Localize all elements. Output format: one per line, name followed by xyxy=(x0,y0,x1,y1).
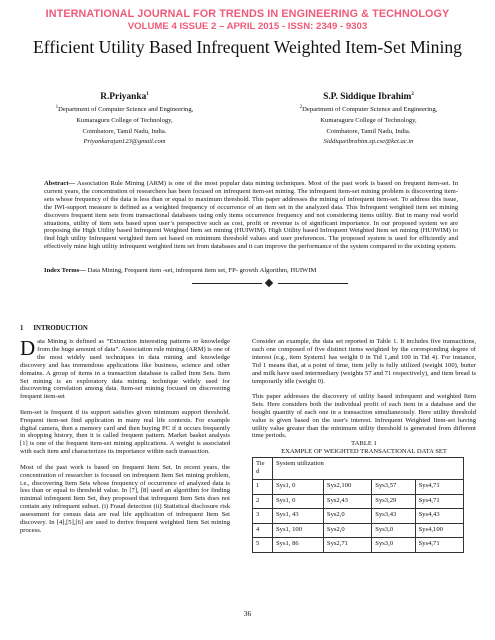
intro-paragraph-2: Item-set is frequent if its support satisfies given minimum support threshold. Frequent item-set find application in many real life contexts. For example digital camera, then a memory card and then buying PC if it occurs frequently in shopping history, then it is called frequent pattern. Market basket analysis [1] is one of the frequent item-set mining applications. A weight is associated with each item and characterizes its importance within each transaction. xyxy=(20,408,230,456)
author-location: Coimbatore, Tamil Nadu, India. xyxy=(326,127,411,135)
author-email: Priyankarajan123@gmail.com xyxy=(83,138,166,146)
table-row xyxy=(253,523,464,538)
author-college: Kumaraguru College of Technology, xyxy=(76,116,173,124)
author-department: $^1$Department of Computer Science and Engineering, xyxy=(55,105,194,114)
intro-paragraph-3: Most of the past work is based on frequent Item Set. In recent years, the concentration of researcher is focused on infrequent Item Set mining problem, i.e., discovering Item Sets whose frequency of occurrence of analyzed data is less than or equal to threshold value. In [7], [8] used an algorithm for finding minimal infrequent Item Set, they proposed that infrequent Item Sets does not contain any infrequent subset. (i) Fraud detection (ii) Statistical disclosure risk assessment for census data are real life application of infrequent Item Set discovery. In [4],[5],[6] are used to derive frequent weighted Item Set mining process. xyxy=(20,463,230,534)
section-number: 1 xyxy=(20,325,24,332)
author-block-1 xyxy=(22,89,227,148)
table-cell: Sys2,71 xyxy=(323,538,371,553)
table-cell: Sys2,0 xyxy=(323,523,371,538)
table-cell: Sys4,71 xyxy=(415,480,463,495)
separator-line-right xyxy=(278,283,348,284)
journal-volume-issn: VOLUME 4 ISSUE 2 – APRIL 2015 - ISSN: 2349 - 9303 xyxy=(127,21,368,32)
author-block-2 xyxy=(266,89,471,148)
table-cell: Sys1, 0 xyxy=(273,494,324,509)
separator-line-left xyxy=(192,283,262,284)
table-cell-tid: 5 xyxy=(253,538,273,553)
table-cell: Sys2,43 xyxy=(323,494,371,509)
page-number: 36 xyxy=(243,609,252,618)
abstract-label: Abstract— xyxy=(44,180,76,187)
table-cell: Sys3,0 xyxy=(372,538,415,553)
table-row xyxy=(253,480,464,495)
table-cell: Sys3,57 xyxy=(372,480,415,495)
section-separator xyxy=(192,279,352,289)
table-cell: Sys4,43 xyxy=(415,509,463,524)
table-cell-tid: 3 xyxy=(253,509,273,524)
journal-header xyxy=(0,8,495,33)
section-title: INTRODUCTION xyxy=(33,325,88,332)
table-cell-tid: 1 xyxy=(253,480,273,495)
table-cell: Sys4,71 xyxy=(415,494,463,509)
table-cell: Sys3,0 xyxy=(372,523,415,538)
index-terms-label: Index Terms— xyxy=(44,267,86,274)
table-cell: Sys1, 43 xyxy=(273,509,324,524)
table-body xyxy=(253,480,464,553)
table-header-row xyxy=(253,458,464,480)
table-row xyxy=(253,494,464,509)
journal-name: INTERNATIONAL JOURNAL FOR TRENDS IN ENGINEERING & TECHNOLOGY xyxy=(45,8,450,20)
right-paragraph-2: This paper addresses the discovery of utility based infrequent and weighted Item Sets. Here considers both the individual profit of each item in a database and the bought quantity of each one in a transaction simultaneously. Here utility threshold value is given based on the user's interest. Infrequent Weighted Item-set having utility value greater than the minimum utility threshold is generated from different time periods. xyxy=(252,392,476,440)
index-terms-text: Data Mining, Frequent item -set, infrequent item set, FP- growth Algorithm, HUIWIM xyxy=(85,267,317,274)
table-cell: Sys3,29 xyxy=(372,494,415,509)
table-caption: EXAMPLE OF WEIGHTED TRANSACTIONAL DATA SET xyxy=(281,448,447,456)
index-terms xyxy=(44,267,458,275)
author-location: Coimbatore, Tamil Nadu, India. xyxy=(82,127,167,135)
dropcap: D xyxy=(20,336,36,360)
table-header-tid: Tie d xyxy=(253,458,273,480)
table-cell: Sys2,0 xyxy=(323,509,371,524)
intro-paragraph-1: Data Mining is defined as “Extraction interesting patterns or knowledge from the huge amount of data”. Association rule mining (ARM) is one of the most widely used techniques in data mining and knowledge discovery and has tremendous applications like business, science and other domains. A group of items in a transaction database is called Item Sets. Item Set mining is an exploratory data mining. technique widely used for discovering correlation among data. Item-set mining focused on discovering frequent item-set xyxy=(20,336,231,401)
author-college: Kumaraguru College of Technology, xyxy=(320,116,417,124)
abstract-text: Association Rule Mining (ARM) is one of the most popular data mining techniques. Most of the past work is based on frequent item-set. In current years, the concentration of researchers has been focused on infrequent item-set mining. The infrequent item-set mining problem is discovering item-sets whose frequency of the data is less than or equal to maximum threshold. This paper addresses the mining of infrequent item-set. To address this issue, the IWI-support measure is defined as a weighted frequency of occurrence of an item set in the analyzed data. This Infrequent weighted item set mining discovers frequent item sets from transactional databases using only items occurrence frequency and not considering items utility. But in many real world situations, utility of item sets based upon user’s perspective such as cost, profit or revenue is of significant importance. In our proposed system we are proposing the High Utility based Infrequent Weighted Item set mining (HUIWIM). High Utility based Infrequent Weighted Item set mining (HUIWIM) to find high utility Infrequent weighted item set based on minimum threshold values and user preferences. The proposed system is used for efficiently and effectively mine high utility infrequent weighted item set from databases and it can improve the performance of the system compared to the existing system. xyxy=(44,180,458,251)
left-column xyxy=(20,338,230,542)
author-name: S.P. Siddique Ibrahim$^2$ xyxy=(323,92,414,103)
table-cell: Sys4,100 xyxy=(415,523,463,538)
table-cell: Sys1, 86 xyxy=(273,538,324,553)
table-cell: Sys1, 0 xyxy=(273,480,324,495)
table-number: TABLE 1 xyxy=(351,440,377,448)
table-cell-tid: 2 xyxy=(253,494,273,509)
diamond-icon xyxy=(265,279,273,287)
author-email: Siddiqueibrahim.sp.cse@kct.ac.in xyxy=(323,138,414,146)
abstract xyxy=(44,180,458,251)
author-name: R.Priyanka$^1$ xyxy=(100,92,149,103)
table-cell-tid: 4 xyxy=(253,523,273,538)
table-row xyxy=(253,509,464,524)
right-column xyxy=(252,338,476,553)
weighted-transaction-table xyxy=(252,457,464,553)
table-cell: Sys3,43 xyxy=(372,509,415,524)
right-paragraph-1: Consider an example, the data set reported in Table 1. It includes five transactions, each one composed of five distinct items weighted by the corresponding degree of interest (e.g., item System1 has weight 0 in Tid 1,and 100 in Tid 4). For instance, Tid 1 means that, at a point of time, item jelly is fully utilized (weight 100), butter and milk have used intermediary (weights 57 and 71 respectively), and item bread is temporarily idle (weight 0). xyxy=(252,338,476,385)
table-cell: Sys1, 100 xyxy=(273,523,324,538)
section-heading xyxy=(20,325,88,332)
table-row xyxy=(253,538,464,553)
table-cell: Sys4,71 xyxy=(415,538,463,553)
table-header-group: System utilization xyxy=(273,458,464,480)
paper-title: Efficient Utility Based Infrequent Weighted Item-Set Mining xyxy=(33,37,462,57)
table-cell: Sys2,100 xyxy=(323,480,371,495)
author-department: $^2$Department of Computer Science and Engineering, xyxy=(299,105,438,114)
